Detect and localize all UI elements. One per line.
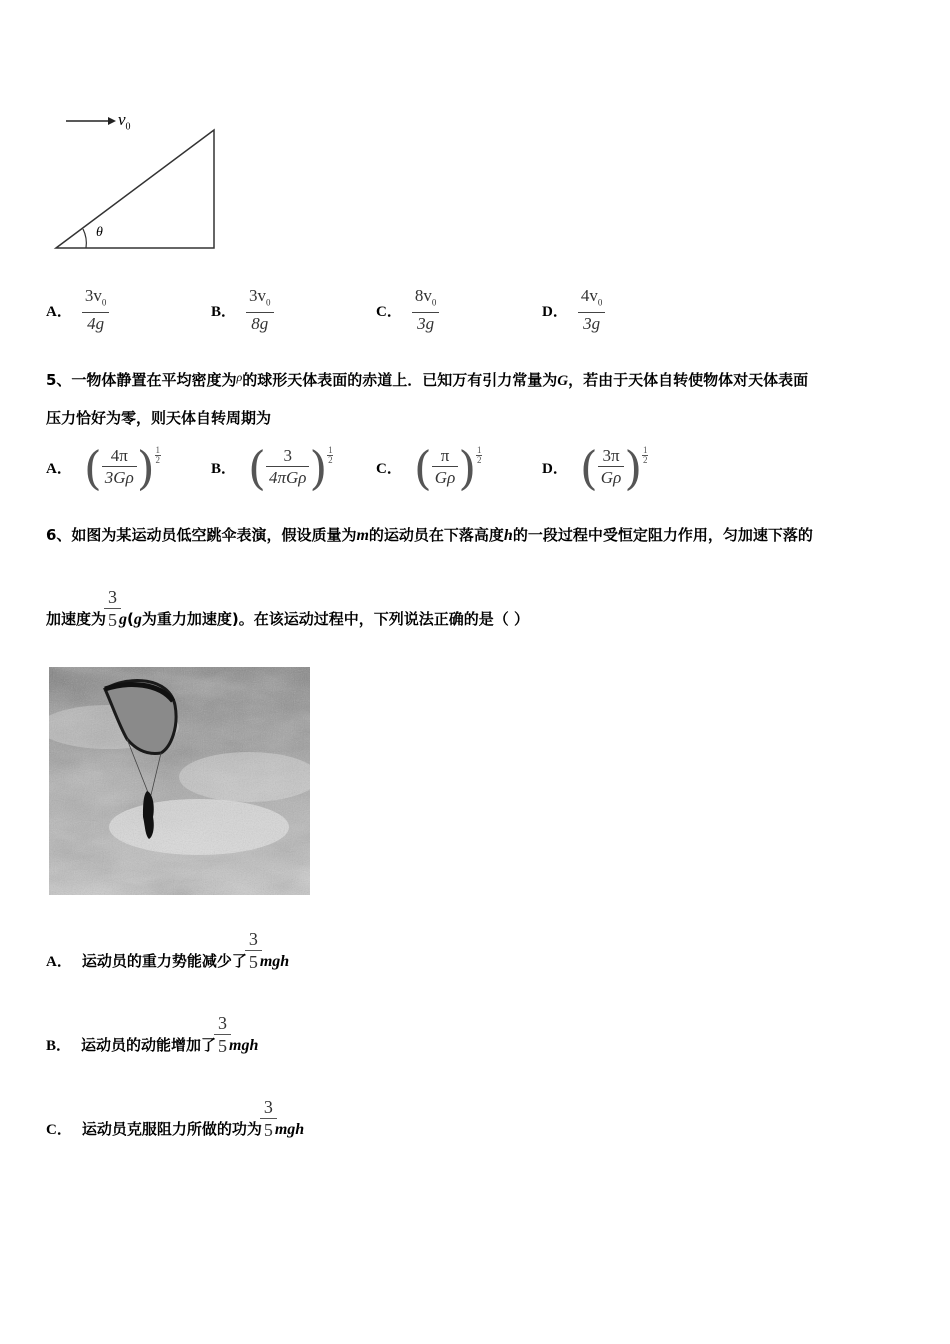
q6-option-c[interactable]: C． 运动员克服阻力所做的功为 3 5 mgh xyxy=(46,1097,305,1140)
fraction: $\frac{4\pi}{3G\rho}$ xyxy=(102,446,137,489)
fraction: $\frac{3}{\text{4πGρ}}$ xyxy=(266,446,309,489)
fraction: $\frac{3v_0}{8g}$ xyxy=(246,286,274,335)
fraction: $\frac{3v_0}{4g}$ xyxy=(82,286,110,335)
q4-option-a[interactable]: A． $\frac{3v_0}{4g}$ xyxy=(46,286,109,335)
fraction: 3 5 xyxy=(216,1012,229,1057)
q5-option-d[interactable]: D． ( $\frac{3\pi}{G\rho}$ ) 1 2 xyxy=(542,440,648,495)
q6-stem-line1: 6、如图为某运动员低空跳伞表演，假设质量为m的运动员在下落高度h的一段过程中受恒定阻力作用，匀加速下落的 xyxy=(46,526,813,544)
exponent: 1 2 xyxy=(155,445,160,465)
incline-figure xyxy=(50,105,230,255)
fraction: $\frac{8v_0}{3g}$ xyxy=(412,286,440,335)
q4-option-b[interactable]: B． $\frac{3v_0}{8g}$ xyxy=(211,286,274,335)
q6-option-a[interactable]: A． 运动员的重力势能减少了 3 5 mgh xyxy=(46,929,290,972)
velocity-label: $v_0$ xyxy=(118,110,131,133)
fraction: $\frac{4v_0}{3g}$ xyxy=(578,286,606,335)
q6-option-b[interactable]: B． 运动员的动能增加了 3 5 mgh xyxy=(46,1013,259,1056)
q4-option-d[interactable]: D． $\frac{4v_0}{3g}$ xyxy=(542,286,605,335)
q6-stem-line2: 加速度为 3 5 g(g为重力加速度)。在该运动过程中，下列说法正确的是（ ） xyxy=(46,587,529,630)
velocity-arrowhead-icon xyxy=(108,117,116,125)
fraction: 3 5 xyxy=(247,928,260,973)
fraction: 3 5 xyxy=(262,1096,275,1141)
exponent: 1 2 xyxy=(476,445,482,465)
exponent: 1 2 xyxy=(328,445,333,465)
q5-stem-line2: 压力恰好为零，则天体自转周期为 xyxy=(46,409,272,427)
exponent: 1 2 xyxy=(642,445,648,465)
q5-option-b[interactable]: B． ( $\frac{3}{\text{4πGρ}}$ ) 1 2 xyxy=(211,440,333,495)
parachute-photo xyxy=(49,667,310,895)
fraction: $\frac{\pi}{G\rho}$ xyxy=(432,446,458,489)
q5-option-a[interactable]: A． ( $\frac{4\pi}{3G\rho}$ ) 1 2 xyxy=(46,440,160,495)
q5-stem-line1: 5、一物体静置在平均密度为$^\rho$的球形天体表面的赤道上．已知万有引力常量为G，若由于天体自转使物体对天体表面 xyxy=(46,370,809,389)
q5-option-c[interactable]: C． ( $\frac{\pi}{G\rho}$ ) 1 2 xyxy=(376,440,482,495)
incline-triangle xyxy=(56,130,214,248)
q4-option-c[interactable]: C． $\frac{8v_0}{3g}$ xyxy=(376,286,439,335)
angle-arc xyxy=(83,229,86,248)
fraction: 3 5 xyxy=(106,586,119,631)
fraction: $\frac{3\pi}{G\rho}$ xyxy=(598,446,624,489)
angle-label: θ xyxy=(96,225,103,240)
